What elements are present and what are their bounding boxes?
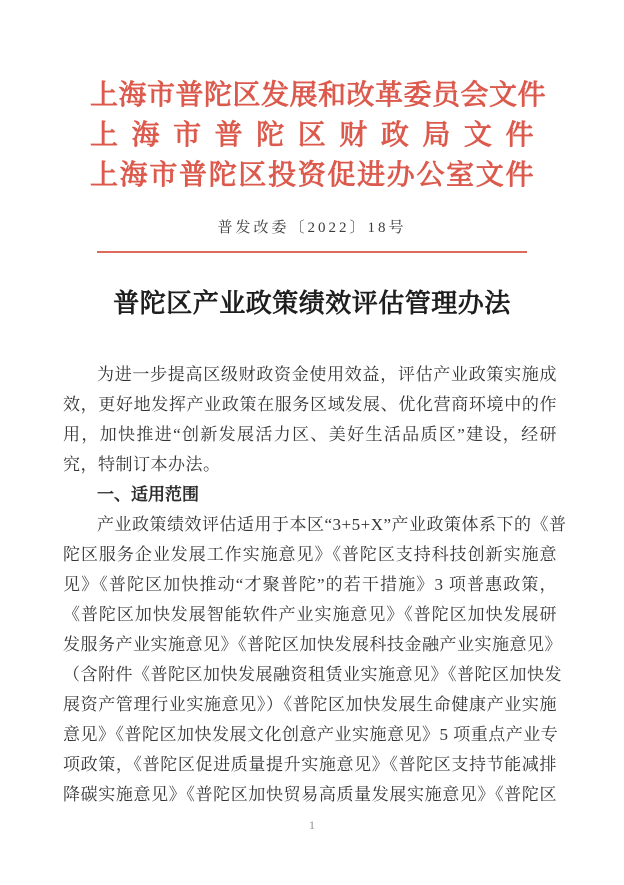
body-line: 项政策，《普陀区促进质量提升实施意见》《普陀区支持节能减排	[63, 755, 557, 774]
body-line: 展资产管理行业实施意见》）《普陀区加快发展生命健康产业实施	[63, 695, 557, 714]
body-line: 为进一步提高区级财政资金使用效益，评估产业政策实施成	[97, 365, 557, 384]
body-line: 用，加快推进“创新发展活力区、美好生活品质区”建设，经研	[63, 425, 557, 444]
body-line: 见》《普陀区加快推动“才聚普陀”的若干措施》3 项普惠政策，	[63, 575, 557, 594]
body-line: （含附件《普陀区加快发展融资租赁业实施意见》《普陀区加快发	[63, 665, 562, 684]
document-number: 普发改委〔2022〕18号	[217, 220, 407, 236]
body-line: 陀区服务企业发展工作实施意见》《普陀区支持科技创新实施意	[63, 545, 557, 564]
body-line: 究，特制订本办法。	[63, 455, 221, 474]
letterhead-org-line-2: 上海市普陀区财政局文件	[90, 120, 534, 151]
document-title: 普陀区产业政策绩效评估管理办法	[113, 289, 511, 318]
body-line: 效，更好地发挥产业政策在服务区域发展、优化营商环境中的作	[63, 395, 557, 414]
letterhead	[90, 76, 547, 196]
page-number: 1	[309, 818, 315, 832]
body-line: 降碳实施意见》《普陀区加快贸易高质量发展实施意见》《普陀区	[63, 785, 557, 804]
body-line: 产业政策绩效评估适用于本区“3+5+X”产业政策体系下的《普	[97, 515, 567, 534]
section-heading-scope: 一、适用范围	[97, 485, 199, 504]
body-line: 发服务产业实施意见》《普陀区加快发展科技金融产业实施意见》	[63, 635, 562, 654]
letterhead-org-line-1: 上海市普陀区发展和改革委员会文件	[90, 80, 547, 111]
letterhead-org-line-3: 上海市普陀区投资促进办公室文件	[90, 160, 534, 191]
body-line: 《普陀区加快发展智能软件产业实施意见》《普陀区加快发展研	[63, 605, 557, 624]
body-line: 意见》《普陀区加快发展文化创意产业实施意见》5 项重点产业专	[63, 725, 559, 744]
document-body	[63, 360, 567, 810]
red-separator-rule	[97, 251, 527, 253]
